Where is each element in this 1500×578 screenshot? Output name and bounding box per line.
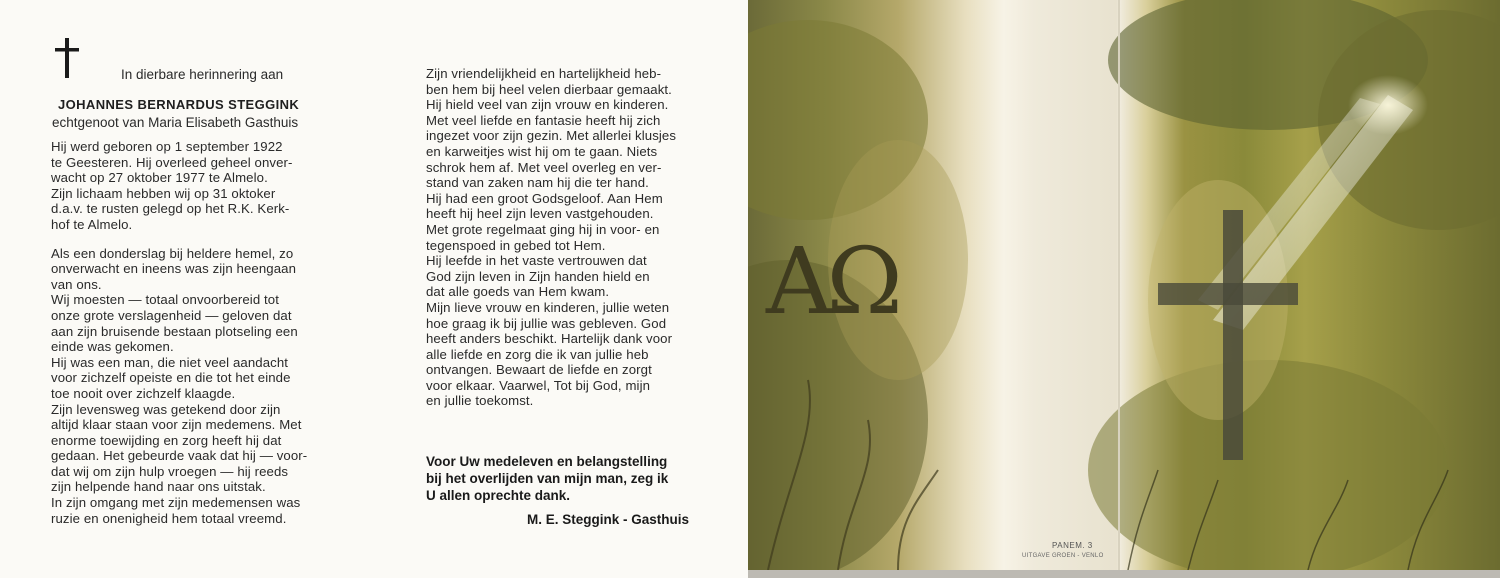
text-line: bij het overlijden van mijn man, zeg ik — [426, 471, 669, 486]
text-line: zijn helpende hand naar ons uitstak. — [51, 479, 266, 495]
thanks-message — [426, 453, 726, 504]
latin-cross-icon — [52, 38, 82, 78]
text-line: Hij had een groot Godsgeloof. Aan Hem — [426, 190, 663, 206]
intro-line: In dierbare herinnering aan — [121, 67, 284, 82]
text-line: Zijn vriendelijkheid en hartelijkheid heb- — [426, 66, 662, 81]
text-line: voor elkaar. Vaarwel, Tot bij God, mijn — [426, 377, 651, 393]
publisher-name: UITGAVE GROEN - VENLO — [1022, 553, 1104, 559]
signature: M. E. Steggink - Gasthuis — [527, 512, 690, 527]
text-line: In zijn omgang met zijn medemensen was — [51, 495, 301, 511]
text-line: dat wij om zijn hulp vroegen — hij reeds — [51, 463, 289, 479]
birth-death-paragraph — [51, 139, 341, 233]
alpha-omega-symbol: ΑΩ — [766, 228, 897, 335]
text-line: heeft hij heel zijn leven vastgehouden. — [426, 206, 654, 222]
text-line: enorme toewijding en zorg heeft hij dat — [51, 432, 282, 448]
text-line: Wij moesten — totaal onvoorbereid tot — [51, 292, 279, 308]
text-line: wacht op 27 oktober 1977 te Almelo. — [51, 170, 268, 186]
text-line: Mijn lieve vrouw en kinderen, jullie weten — [426, 299, 670, 315]
text-line: onze grote verslagenheid — geloven dat — [51, 307, 292, 323]
text-line: Hij leefde in het vaste vertrouwen dat — [426, 253, 647, 269]
text-line: einde was gekomen. — [51, 339, 174, 355]
text-line: heeft anders beschikt. Hartelijk dank voor — [426, 331, 673, 347]
scan-border — [748, 570, 1500, 578]
text-line: Hij hield veel van zijn vrouw en kinderen. — [426, 97, 669, 113]
text-line: stand van zaken nam hij die ter hand. — [426, 175, 649, 191]
text-line: Hij werd geboren op 1 september 1922 — [51, 139, 283, 154]
right-column — [426, 66, 716, 409]
text-line: en karweitjes wist hij om te gaan. Niets — [426, 143, 658, 159]
text-line: te Geesteren. Hij overleed geheel onver- — [51, 154, 293, 170]
memorial-card-front — [748, 0, 1500, 570]
text-line: Als een donderslag bij heldere hemel, zo — [51, 245, 294, 261]
text-line: van ons. — [51, 276, 102, 292]
text-line: gedaan. Het gebeurde vaak dat hij — voor- — [51, 448, 308, 464]
text-line: dat alle goeds van Hem kwam. — [426, 284, 610, 300]
text-line: hoe graag ik bij jullie was gebleven. God — [426, 315, 667, 331]
memorial-paragraph — [51, 246, 341, 527]
text-line: Zijn lichaam hebben wij op 31 oktoker — [51, 185, 276, 201]
text-line: aan zijn bruisende bestaan plotseling een — [51, 323, 298, 339]
text-line: Met veel liefde en fantasie heeft hij zich — [426, 112, 661, 128]
publisher-code: PANEM. 3 — [1052, 541, 1093, 550]
text-line: en jullie toekomst. — [426, 393, 534, 409]
deceased-name: JOHANNES BERNARDUS STEGGINK — [58, 97, 300, 112]
text-line: ingezet voor zijn gezin. Met allerlei klusjes — [426, 128, 677, 144]
spouse-line: echtgenoot van Maria Elisabeth Gasthuis — [52, 115, 299, 130]
text-line: ben hem bij heel velen dierbaar gemaakt. — [426, 81, 672, 97]
text-line: Voor Uw medeleven en belangstelling — [426, 454, 668, 469]
text-line: ruzie en onenigheid hem totaal vreemd. — [51, 510, 287, 526]
text-line: altijd klaar staan voor zijn medemens. Met — [51, 417, 302, 433]
memorial-card-inner — [0, 0, 748, 578]
text-line: Zijn levensweg was getekend door zijn — [51, 401, 281, 417]
text-line: alle liefde en zorg die ik van jullie heb — [426, 346, 649, 362]
text-line: U allen oprechte dank. — [426, 488, 571, 503]
text-line: Met grote regelmaat ging hij in voor- en — [426, 221, 660, 237]
text-line: voor zichzelf opeiste en die tot het einde — [51, 370, 291, 386]
text-line: Hij was een man, die niet veel aandacht — [51, 354, 289, 370]
text-line: hof te Almelo. — [51, 216, 133, 232]
text-line: ontvangen. Bewaart de liefde en zorgt — [426, 362, 652, 378]
left-column — [51, 139, 341, 526]
text-line: God zijn leven in Zijn handen hield en — [426, 268, 650, 284]
text-line: tegenspoed in gebed tot Hem. — [426, 237, 606, 253]
text-line: d.a.v. te rusten gelegd op het R.K. Kerk- — [51, 201, 290, 217]
text-line: toe nooit over zichzelf klaagde. — [51, 385, 236, 401]
text-line: onverwacht en ineens was zijn heengaan — [51, 261, 296, 277]
text-line: schrok hem af. Met veel overleg en ver- — [426, 159, 662, 175]
